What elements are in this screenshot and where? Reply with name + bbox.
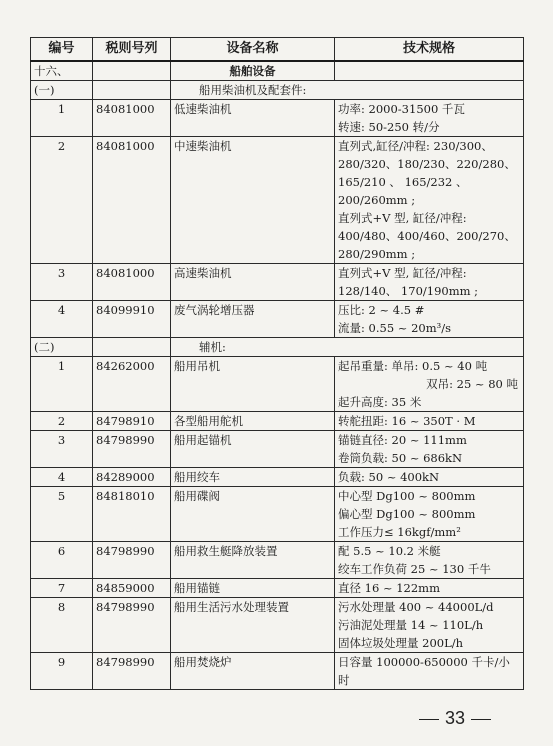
spec-line: 280/290mm ; — [338, 247, 416, 261]
section-row — [31, 61, 524, 81]
spec-line: 负载: 50 ~ 400kN — [338, 470, 440, 484]
spec-line: 起升高度: 35 米 — [338, 395, 422, 409]
technical-spec — [335, 468, 524, 487]
technical-spec — [335, 487, 524, 542]
spec-line: 卷筒负载: 50 ~ 686kN — [338, 451, 463, 465]
table-row — [31, 542, 524, 579]
table-row — [31, 431, 524, 468]
technical-spec — [335, 357, 524, 412]
row-number: 9 — [31, 653, 93, 690]
tariff-code: 84262000 — [93, 357, 171, 412]
technical-spec — [335, 542, 524, 579]
tariff-code: 84099910 — [93, 301, 171, 338]
spec-line: 压比: 2 ~ 4.5 # — [338, 303, 425, 317]
spec-line: 配 5.5 ~ 10.2 米艇 — [338, 544, 441, 558]
equipment-name: 中速柴油机 — [171, 137, 335, 264]
tariff-code: 84798990 — [93, 542, 171, 579]
spec-line: 直径 16 ~ 122mm — [338, 581, 440, 595]
spec-line: 直列式,缸径/冲程: 230/300、 — [338, 139, 493, 153]
spec-line: 起吊重量: 单吊: 0.5 ~ 40 吨 — [338, 359, 488, 373]
spec-line: 280/320、180/230、220/280、 — [338, 157, 516, 171]
tariff-code: 84798990 — [93, 431, 171, 468]
spec-line: 中心型 Dg100 ~ 800mm — [338, 489, 476, 503]
row-number: 5 — [31, 487, 93, 542]
tariff-code: 84798990 — [93, 653, 171, 690]
spec-line: 污油泥处理量 14 ~ 110L/h — [338, 618, 484, 632]
group-row — [31, 338, 524, 357]
table-row — [31, 357, 524, 412]
spec-line: 锚链直径: 20 ~ 111mm — [338, 433, 467, 447]
row-number: 3 — [31, 431, 93, 468]
equipment-name: 船用吊机 — [171, 357, 335, 412]
page-number — [413, 708, 497, 729]
header-no: 编号 — [31, 38, 93, 62]
table-row — [31, 468, 524, 487]
table-row — [31, 487, 524, 542]
table-row — [31, 264, 524, 301]
tariff-code: 84081000 — [93, 137, 171, 264]
section-no: 十六、 — [31, 61, 93, 81]
spec-line: 转速: 50-250 转/分 — [338, 120, 440, 134]
spec-line: 绞车工作负荷 25 ~ 130 千牛 — [338, 562, 491, 576]
equipment-name: 高速柴油机 — [171, 264, 335, 301]
tariff-code: 84818010 — [93, 487, 171, 542]
spec-line: 时 — [338, 673, 350, 687]
group-row — [31, 81, 524, 100]
group2-title: 辅机: — [171, 338, 524, 357]
spec-line: 128/140、 170/190mm ; — [338, 284, 479, 298]
technical-spec — [335, 137, 524, 264]
table-body — [31, 61, 524, 690]
group1-no: (一) — [31, 81, 93, 100]
equipment-name: 船用焚烧炉 — [171, 653, 335, 690]
row-number: 1 — [31, 100, 93, 137]
row-number: 4 — [31, 301, 93, 338]
row-number: 6 — [31, 542, 93, 579]
technical-spec — [335, 431, 524, 468]
table-row — [31, 598, 524, 653]
spec-line: 400/480、400/460、200/270、 — [338, 229, 516, 243]
group2-no: (二) — [31, 338, 93, 357]
tariff-code: 84081000 — [93, 100, 171, 137]
equipment-name: 船用生活污水处理装置 — [171, 598, 335, 653]
table-row — [31, 137, 524, 264]
group2-blank — [93, 338, 171, 357]
equipment-name: 各型船用舵机 — [171, 412, 335, 431]
header-code: 税则号列 — [93, 38, 171, 62]
row-number: 7 — [31, 579, 93, 598]
equipment-name: 船用绞车 — [171, 468, 335, 487]
spec-line: 工作压力≤ 16kgf/mm² — [338, 525, 461, 539]
table-row — [31, 100, 524, 137]
row-number: 1 — [31, 357, 93, 412]
page-number-value: 33 — [444, 708, 465, 728]
spec-line: 200/260mm ; — [338, 193, 416, 207]
table-row — [31, 412, 524, 431]
row-number: 3 — [31, 264, 93, 301]
equipment-name: 船用起锚机 — [171, 431, 335, 468]
spec-line: 日容量 100000-650000 千卡/小 — [338, 655, 510, 669]
spec-line: 双吊: 25 ~ 80 吨 — [426, 377, 518, 391]
row-number: 4 — [31, 468, 93, 487]
spec-line: 流量: 0.55 ~ 20m³/s — [338, 321, 452, 335]
spec-line: 固体垃圾处理量 200L/h — [338, 636, 464, 650]
equipment-name: 船用锚链 — [171, 579, 335, 598]
equipment-name: 低速柴油机 — [171, 100, 335, 137]
tariff-code: 84859000 — [93, 579, 171, 598]
spec-line: 偏心型 Dg100 ~ 800mm — [338, 507, 476, 521]
tariff-code: 84081000 — [93, 264, 171, 301]
table-row — [31, 653, 524, 690]
technical-spec — [335, 653, 524, 690]
technical-spec — [335, 579, 524, 598]
technical-spec — [335, 412, 524, 431]
equipment-name: 废气涡轮增压器 — [171, 301, 335, 338]
spec-line: 直列式+V 型, 缸径/冲程: — [338, 266, 467, 280]
technical-spec — [335, 264, 524, 301]
spec-line: 污水处理量 400 ~ 44000L/d — [338, 600, 494, 614]
table-row — [31, 301, 524, 338]
row-number: 2 — [31, 137, 93, 264]
technical-spec — [335, 301, 524, 338]
equipment-name: 船用救生艇降放装置 — [171, 542, 335, 579]
header-name: 设备名称 — [171, 38, 335, 62]
header-spec: 技术规格 — [335, 38, 524, 62]
tariff-code: 84798990 — [93, 598, 171, 653]
spec-line: 转舵扭距: 16 ~ 350T · M — [338, 414, 476, 428]
tariff-code: 84798910 — [93, 412, 171, 431]
technical-spec — [335, 100, 524, 137]
page-number-dash-right — [471, 719, 491, 720]
spec-line: 功率: 2000-31500 千瓦 — [338, 102, 465, 116]
spec-line: 165/210 、 165/232 、 — [338, 175, 468, 189]
row-number: 8 — [31, 598, 93, 653]
table-row — [31, 579, 524, 598]
row-number: 2 — [31, 412, 93, 431]
section-title: 船舶设备 — [171, 61, 335, 81]
equipment-name: 船用碟阀 — [171, 487, 335, 542]
technical-spec — [335, 598, 524, 653]
equipment-spec-table — [30, 37, 524, 690]
page-number-dash-left — [419, 719, 439, 720]
table-header-row — [31, 38, 524, 62]
tariff-code: 84289000 — [93, 468, 171, 487]
spec-line: 直列式+V 型, 缸径/冲程: — [338, 211, 467, 225]
group1-title: 船用柴油机及配套件: — [171, 81, 524, 100]
